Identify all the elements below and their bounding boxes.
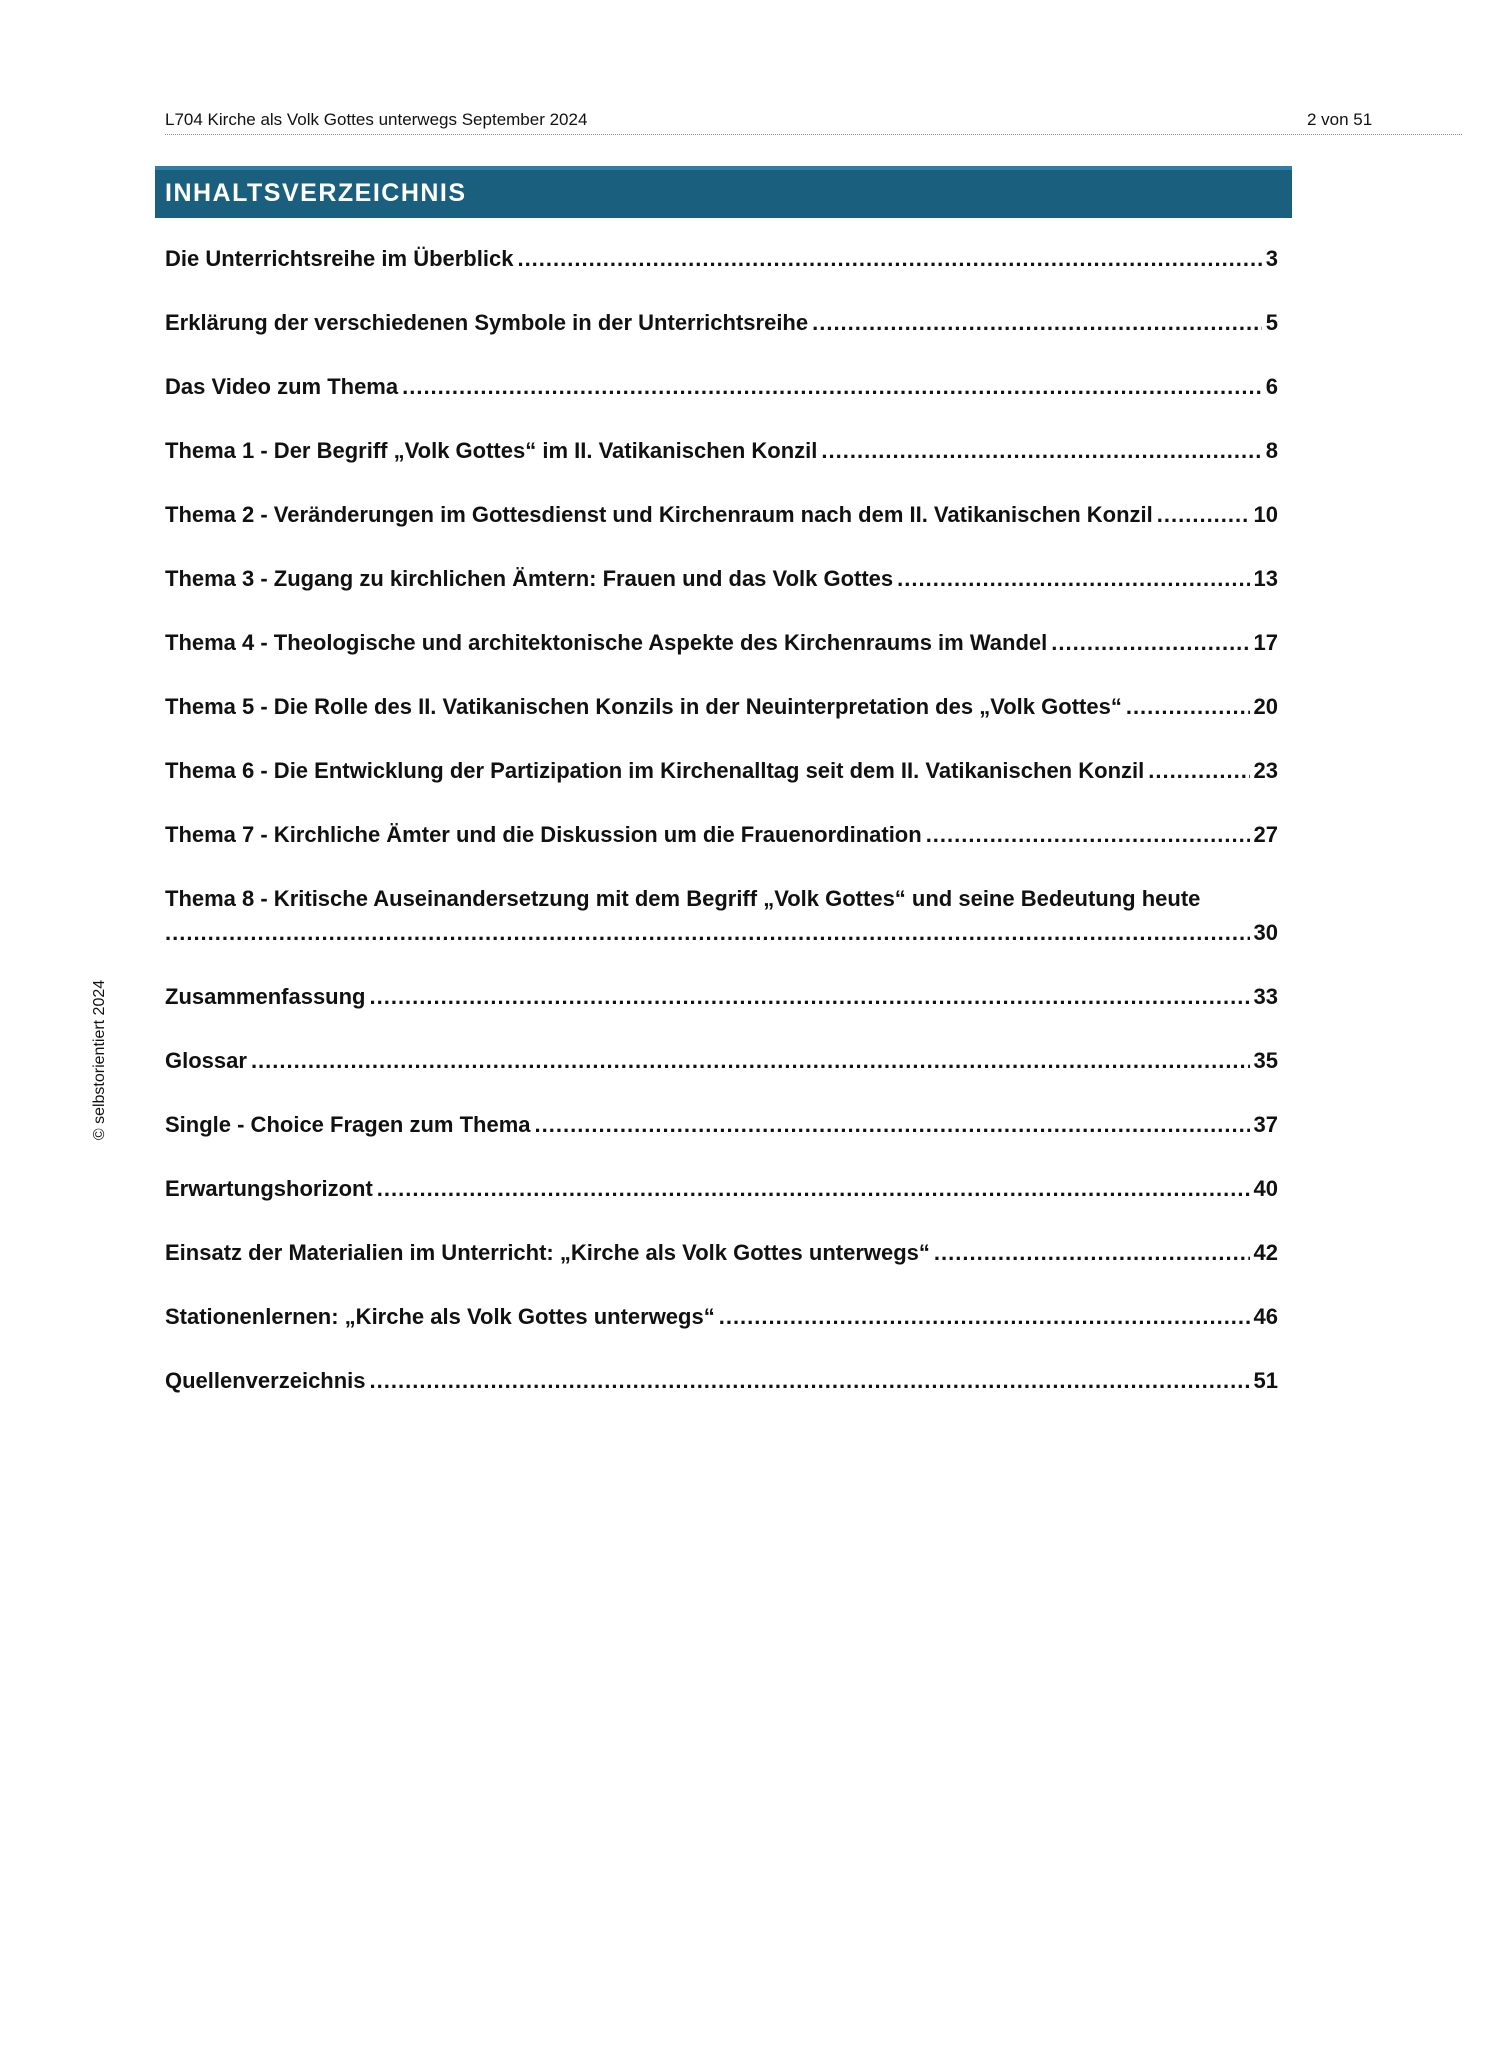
leader-dots bbox=[821, 438, 1261, 464]
leader-dots bbox=[402, 374, 1262, 400]
toc-entry-page: 23 bbox=[1253, 758, 1278, 783]
toc-entry-page: 51 bbox=[1253, 1368, 1278, 1393]
toc-entry-thema-7[interactable] bbox=[165, 822, 1278, 886]
leader-dots bbox=[251, 1048, 1250, 1074]
leader-dots bbox=[812, 310, 1262, 336]
leader-dots bbox=[535, 1112, 1250, 1138]
toc-entry-title: Zusammenfassung bbox=[165, 984, 366, 1009]
toc-entry-glossar[interactable] bbox=[165, 1048, 1278, 1112]
toc-entry-page: 20 bbox=[1253, 694, 1278, 719]
leader-dots bbox=[1126, 694, 1250, 720]
leader-dots bbox=[377, 1176, 1250, 1202]
toc-entry-title: Single - Choice Fragen zum Thema bbox=[165, 1112, 531, 1137]
toc-entry-single-choice[interactable] bbox=[165, 1112, 1278, 1176]
leader-dots bbox=[517, 246, 1261, 272]
toc-entry-thema-1[interactable] bbox=[165, 438, 1278, 502]
leader-dots bbox=[1157, 502, 1250, 528]
toc-entry-title: Einsatz der Materialien im Unterricht: „Kirche als Volk Gottes unterwegs“ bbox=[165, 1240, 930, 1265]
toc-entry-page: 6 bbox=[1265, 374, 1278, 399]
copyright-note: © selbstorientiert 2024 bbox=[91, 979, 108, 1141]
toc-entry-video[interactable] bbox=[165, 374, 1278, 438]
toc-entry-zusammenfassung[interactable] bbox=[165, 984, 1278, 1048]
toc-entry-page: 27 bbox=[1253, 822, 1278, 847]
toc-entry-title: Erklärung der verschiedenen Symbole in der Unterrichtsreihe bbox=[165, 310, 809, 335]
toc-entry-page: 40 bbox=[1253, 1176, 1278, 1201]
leader-dots bbox=[1148, 758, 1249, 784]
toc-entry-thema-5[interactable] bbox=[165, 694, 1278, 758]
toc-entry-page: 42 bbox=[1253, 1240, 1278, 1265]
toc-entry-page: 10 bbox=[1253, 502, 1278, 527]
toc-entry-title: Thema 7 - Kirchliche Ämter und die Diskussion um die Frauenordination bbox=[165, 822, 922, 847]
toc-entry-thema-8[interactable] bbox=[165, 886, 1278, 984]
table-of-contents bbox=[165, 246, 1278, 1432]
toc-entry-page: 35 bbox=[1253, 1048, 1278, 1073]
document-title: L704 Kirche als Volk Gottes unterwegs September 2024 bbox=[165, 110, 588, 129]
toc-entry-erwartungshorizont[interactable] bbox=[165, 1176, 1278, 1240]
toc-entry-title: Stationenlernen: „Kirche als Volk Gottes unterwegs“ bbox=[165, 1304, 715, 1329]
toc-entry-title: Die Unterrichtsreihe im Überblick bbox=[165, 246, 514, 271]
leader-dots bbox=[719, 1304, 1250, 1330]
toc-entry-thema-2[interactable] bbox=[165, 502, 1278, 566]
toc-entry-title: Thema 1 - Der Begriff „Volk Gottes“ im II. Vatikanischen Konzil bbox=[165, 438, 818, 463]
toc-entry-page: 3 bbox=[1265, 246, 1278, 271]
toc-entry-title: Thema 8 - Kritische Auseinandersetzung mit dem Begriff „Volk Gottes“ und seine Bedeutung heute bbox=[165, 886, 1201, 911]
toc-entry-page: 33 bbox=[1253, 984, 1278, 1009]
toc-entry-page: 30 bbox=[1253, 920, 1278, 945]
toc-entry-page: 46 bbox=[1253, 1304, 1278, 1329]
toc-entry-symbole[interactable] bbox=[165, 310, 1278, 374]
leader-dots bbox=[897, 566, 1249, 592]
leader-dots bbox=[370, 984, 1250, 1010]
toc-entry-title: Thema 5 - Die Rolle des II. Vatikanischen Konzils in der Neuinterpretation des „Volk Gottes“ bbox=[165, 694, 1122, 719]
toc-entry-page: 8 bbox=[1265, 438, 1278, 463]
toc-entry-page: 5 bbox=[1265, 310, 1278, 335]
toc-entry-leader-line bbox=[165, 920, 1278, 946]
toc-heading-banner bbox=[155, 166, 1292, 218]
leader-dots bbox=[370, 1368, 1250, 1394]
toc-entry-title: Erwartungshorizont bbox=[165, 1176, 373, 1201]
toc-entry-thema-6[interactable] bbox=[165, 758, 1278, 822]
leader-dots bbox=[1051, 630, 1249, 656]
page-header bbox=[165, 106, 1462, 135]
toc-entry-title: Thema 4 - Theologische und architektonische Aspekte des Kirchenraums im Wandel bbox=[165, 630, 1048, 655]
toc-entry-einsatz[interactable] bbox=[165, 1240, 1278, 1304]
page-number: 2 von 51 bbox=[1307, 110, 1373, 129]
toc-entry-title: Thema 2 - Veränderungen im Gottesdienst und Kirchenraum nach dem II. Vatikanischen Konzil bbox=[165, 502, 1153, 527]
leader-dots bbox=[165, 920, 1250, 946]
toc-entry-title: Quellenverzeichnis bbox=[165, 1368, 366, 1393]
toc-entry-thema-3[interactable] bbox=[165, 566, 1278, 630]
toc-entry-page: 37 bbox=[1253, 1112, 1278, 1137]
toc-entry-title: Thema 3 - Zugang zu kirchlichen Ämtern: Frauen und das Volk Gottes bbox=[165, 566, 894, 591]
toc-entry-page: 13 bbox=[1253, 566, 1278, 591]
toc-entry-page: 17 bbox=[1253, 630, 1278, 655]
toc-entry-title: Das Video zum Thema bbox=[165, 374, 399, 399]
leader-dots bbox=[934, 1240, 1250, 1266]
toc-entry-title: Glossar bbox=[165, 1048, 247, 1073]
toc-entry-ueberblick[interactable] bbox=[165, 246, 1278, 310]
toc-entry-quellenverzeichnis[interactable] bbox=[165, 1368, 1278, 1432]
leader-dots bbox=[926, 822, 1250, 848]
toc-entry-stationenlernen[interactable] bbox=[165, 1304, 1278, 1368]
toc-entry-title: Thema 6 - Die Entwicklung der Partizipation im Kirchenalltag seit dem II. Vatikanischen Konzil bbox=[165, 758, 1145, 783]
toc-heading: INHALTSVERZEICHNIS bbox=[165, 179, 467, 207]
toc-entry-thema-4[interactable] bbox=[165, 630, 1278, 694]
